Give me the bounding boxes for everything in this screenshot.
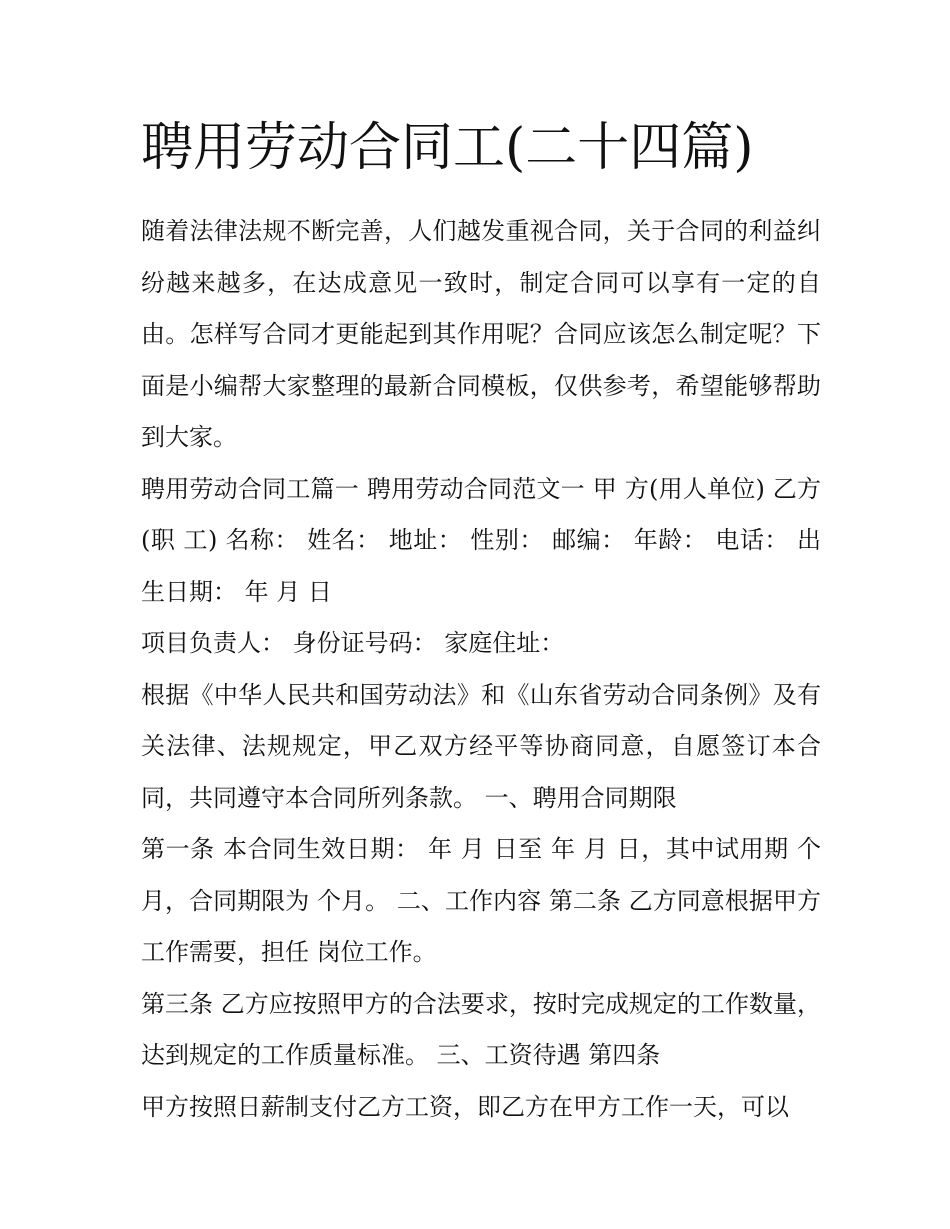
- document-body: [141, 206, 821, 1133]
- paragraph-parties: 聘用劳动合同工篇一 聘用劳动合同范文一 甲 方(用人单位) 乙方(职 工) 名称： 姓名： 地址： 性别： 邮编： 年龄： 电话： 出生日期： 年 月 日: [141, 474, 821, 606]
- paragraph-intro: 随着法律法规不断完善，人们越发重视合同，关于合同的利益纠纷越来越多，在达成意见一致时，制定合同可以享有一定的自由。怎样写合同才更能起到其作用呢？合同应该怎么制定呢？下面是小编帮大家整理的最新合同模板，仅供参考，希望能够帮助到大家。: [141, 217, 821, 451]
- document-title: 聘用劳动合同工(二十四篇): [141, 118, 754, 178]
- paragraph-article-3: 第三条 乙方应按照甲方的合法要求，按时完成规定的工作数量，达到规定的工作质量标准。 三、工资待遇 第四条: [141, 989, 821, 1069]
- document-page: [141, 112, 821, 1133]
- paragraph-article-4: 甲方按照日薪制支付乙方工资，即乙方在甲方工作一天，可以: [141, 1092, 789, 1121]
- paragraph-article-1: 第一条 本合同生效日期： 年 月 日至 年 月 日，其中试用期 个月，合同期限为 个月。 二、工作内容 第二条 乙方同意根据甲方工作需要，担任 岗位工作。: [141, 835, 821, 966]
- paragraph-legal-basis: 根据《中华人民共和国劳动法》和《山东省劳动合同条例》及有关法律、法规规定，甲乙双方经平等协商同意，自愿签订本合同，共同遵守本合同所列条款。 一、聘用合同期限: [141, 680, 821, 812]
- paragraph-project-lead: 项目负责人： 身份证号码： 家庭住址：: [141, 629, 565, 657]
